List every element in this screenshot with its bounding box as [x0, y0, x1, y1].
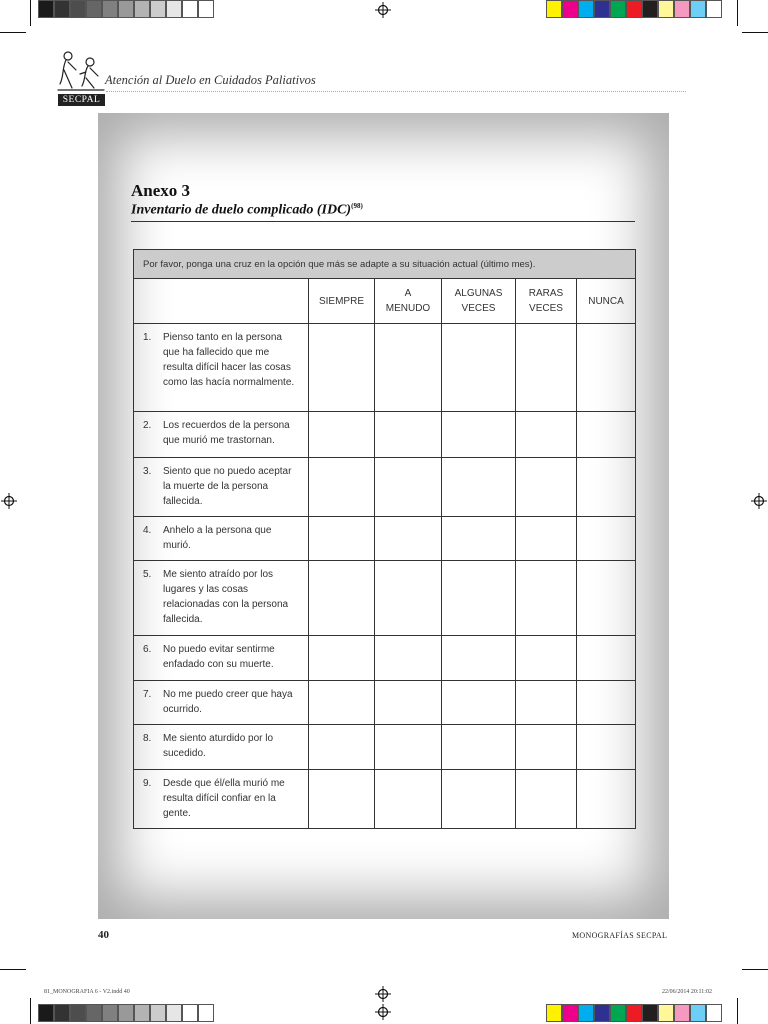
answer-checkbox-cell[interactable] — [309, 412, 375, 458]
figures-logo-icon — [56, 48, 106, 94]
publication-name: MONOGRAFÍAS SECPAL — [572, 931, 668, 940]
swatch — [150, 0, 166, 18]
answer-checkbox-cell[interactable] — [375, 561, 442, 636]
item-cell — [134, 412, 309, 458]
item-column-header — [134, 279, 309, 324]
annex-title: Anexo 3 — [131, 181, 191, 200]
swatch — [578, 1004, 594, 1022]
answer-checkbox-cell[interactable] — [516, 324, 577, 412]
answer-checkbox-cell[interactable] — [516, 517, 577, 561]
item-cell — [134, 324, 309, 412]
registration-mark-icon — [751, 493, 767, 509]
swatch — [198, 0, 214, 18]
registration-mark-icon — [375, 2, 391, 18]
item-cell — [134, 770, 309, 829]
column-header — [516, 279, 577, 324]
swatch — [38, 0, 54, 18]
swatch — [562, 1004, 578, 1022]
column-header — [577, 279, 636, 324]
answer-checkbox-cell[interactable] — [516, 770, 577, 829]
swatch — [86, 1004, 102, 1022]
swatch — [658, 1004, 674, 1022]
gray-scale-bar-top — [38, 0, 214, 18]
page-number: 40 — [98, 929, 109, 941]
swatch — [54, 1004, 70, 1022]
annex-reference: (98) — [351, 202, 363, 210]
swatch — [690, 0, 706, 18]
answer-checkbox-cell[interactable] — [442, 561, 516, 636]
swatch — [594, 0, 610, 18]
answer-checkbox-cell[interactable] — [375, 681, 442, 725]
answer-checkbox-cell[interactable] — [309, 681, 375, 725]
table-row — [134, 681, 636, 725]
swatch — [642, 1004, 658, 1022]
answer-checkbox-cell[interactable] — [442, 458, 516, 517]
crop-mark — [737, 0, 738, 26]
swatch — [182, 0, 198, 18]
item-cell — [134, 517, 309, 561]
answer-checkbox-cell[interactable] — [375, 770, 442, 829]
item-number: 2. — [143, 420, 152, 431]
swatch — [658, 0, 674, 18]
swatch — [70, 0, 86, 18]
table-row — [134, 561, 636, 636]
swatch — [706, 1004, 722, 1022]
crop-mark — [0, 969, 26, 970]
swatch — [38, 1004, 54, 1022]
swatch — [102, 0, 118, 18]
table-row — [134, 725, 636, 770]
answer-checkbox-cell[interactable] — [442, 770, 516, 829]
color-bar-bottom — [546, 1004, 722, 1022]
swatch — [626, 0, 642, 18]
answer-checkbox-cell[interactable] — [309, 517, 375, 561]
crop-mark — [30, 0, 31, 26]
item-number: 6. — [143, 644, 152, 655]
answer-checkbox-cell[interactable] — [309, 636, 375, 681]
table-row — [134, 770, 636, 829]
gray-scale-bar-bottom — [38, 1004, 214, 1022]
crop-mark — [742, 969, 768, 970]
crop-mark — [737, 998, 738, 1024]
item-number: 7. — [143, 689, 152, 700]
registration-mark-icon — [375, 1004, 391, 1020]
swatch — [674, 0, 690, 18]
swatch — [198, 1004, 214, 1022]
swatch — [102, 1004, 118, 1022]
column-header-line: VECES — [461, 303, 496, 314]
item-cell — [134, 636, 309, 681]
color-bar-top — [546, 0, 722, 18]
swatch — [166, 0, 182, 18]
answer-checkbox-cell[interactable] — [577, 725, 636, 770]
header-divider — [106, 91, 686, 92]
answer-checkbox-cell[interactable] — [577, 517, 636, 561]
swatch — [562, 0, 578, 18]
swatch — [166, 1004, 182, 1022]
swatch — [642, 0, 658, 18]
column-header-line: RARAS — [528, 288, 564, 299]
crop-mark — [30, 998, 31, 1024]
answer-checkbox-cell[interactable] — [577, 636, 636, 681]
answer-checkbox-cell[interactable] — [442, 636, 516, 681]
answer-checkbox-cell[interactable] — [577, 561, 636, 636]
table-row — [134, 517, 636, 561]
swatch — [54, 0, 70, 18]
table-row — [134, 324, 636, 412]
idc-table — [133, 249, 636, 829]
answer-checkbox-cell[interactable] — [442, 324, 516, 412]
answer-checkbox-cell[interactable] — [516, 412, 577, 458]
swatch — [690, 1004, 706, 1022]
column-header-line: VECES — [529, 303, 563, 314]
answer-checkbox-cell[interactable] — [577, 681, 636, 725]
swatch — [546, 1004, 562, 1022]
answer-checkbox-cell[interactable] — [309, 561, 375, 636]
answer-checkbox-cell[interactable] — [577, 412, 636, 458]
swatch — [118, 1004, 134, 1022]
table-row — [134, 458, 636, 517]
column-header-line: NUNCA — [588, 295, 624, 307]
item-cell — [134, 681, 309, 725]
item-text: Me siento aturdido por lo sucedido. — [163, 733, 274, 759]
swatch — [610, 1004, 626, 1022]
item-number: 8. — [143, 733, 152, 744]
swatch — [70, 1004, 86, 1022]
answer-checkbox-cell[interactable] — [577, 770, 636, 829]
answer-checkbox-cell[interactable] — [442, 412, 516, 458]
column-header-line: ALGUNAS — [454, 288, 503, 299]
column-header — [309, 279, 375, 324]
swatch — [626, 1004, 642, 1022]
answer-checkbox-cell[interactable] — [375, 458, 442, 517]
answer-checkbox-cell[interactable] — [516, 458, 577, 517]
registration-mark-icon — [1, 493, 17, 509]
column-header — [375, 279, 442, 324]
crop-mark — [742, 32, 768, 33]
table-row — [134, 412, 636, 458]
answer-checkbox-cell[interactable] — [577, 458, 636, 517]
item-text: Pienso tanto en la persona que ha fallecido que me resulta difícil hacer las cosas como las hacía normalmente. — [163, 332, 295, 388]
column-header-line: MENUDO — [385, 303, 431, 314]
annex-subtitle — [131, 202, 363, 219]
column-header-line: A — [404, 288, 412, 299]
item-number: 5. — [143, 569, 152, 580]
item-number: 3. — [143, 466, 152, 477]
swatch — [150, 1004, 166, 1022]
annex-subtitle-text: Inventario de duelo complicado (IDC) — [131, 202, 352, 218]
item-cell — [134, 458, 309, 517]
item-text: No puedo evitar sentirme enfadado con su muerte. — [163, 644, 275, 670]
answer-checkbox-cell[interactable] — [375, 725, 442, 770]
item-cell — [134, 725, 309, 770]
instruction-text: Por favor, ponga una cruz en la opción que más se adapte a su situación actual (último mes). — [134, 250, 636, 279]
answer-checkbox-cell[interactable] — [442, 681, 516, 725]
answer-checkbox-cell[interactable] — [442, 517, 516, 561]
header-row — [134, 279, 636, 324]
swatch — [134, 0, 150, 18]
answer-checkbox-cell[interactable] — [577, 324, 636, 412]
answer-checkbox-cell[interactable] — [516, 561, 577, 636]
item-text: Desde que él/ella murió me resulta difícil confiar en la gente. — [163, 778, 285, 819]
item-text: No me puedo creer que haya ocurrido. — [163, 689, 293, 715]
swatch — [182, 1004, 198, 1022]
item-text: Anhelo a la persona que murió. — [163, 525, 272, 551]
item-text: Siento que no puedo aceptar la muerte de la persona fallecida. — [163, 466, 292, 507]
item-text: Me siento atraído por los lugares y las cosas relacionadas con la persona fallecida. — [163, 569, 289, 625]
item-number: 1. — [143, 332, 152, 343]
item-text: Los recuerdos de la persona que murió me trastornan. — [163, 420, 290, 446]
answer-checkbox-cell[interactable] — [516, 681, 577, 725]
item-number: 9. — [143, 778, 152, 789]
column-header — [442, 279, 516, 324]
answer-checkbox-cell[interactable] — [516, 636, 577, 681]
answer-checkbox-cell[interactable] — [442, 725, 516, 770]
header-title: Atención al Duelo en Cuidados Paliativos — [105, 73, 316, 87]
secpal-label: SECPAL — [58, 94, 105, 106]
item-number: 4. — [143, 525, 152, 536]
swatch — [610, 0, 626, 18]
title-rule — [131, 221, 635, 222]
swatch — [134, 1004, 150, 1022]
answer-checkbox-cell[interactable] — [375, 517, 442, 561]
answer-checkbox-cell[interactable] — [309, 324, 375, 412]
answer-checkbox-cell[interactable] — [309, 725, 375, 770]
registration-mark-icon — [375, 986, 391, 1002]
swatch — [578, 0, 594, 18]
answer-checkbox-cell[interactable] — [375, 636, 442, 681]
instruction-row — [134, 250, 636, 279]
answer-checkbox-cell[interactable] — [375, 412, 442, 458]
file-slug: 81_MONOGRAFIA 6 - V2.indd 40 — [44, 989, 130, 995]
crop-mark — [0, 32, 26, 33]
swatch — [594, 1004, 610, 1022]
date-slug: 22/06/2014 20:11:02 — [662, 989, 712, 995]
item-cell — [134, 561, 309, 636]
swatch — [674, 1004, 690, 1022]
answer-checkbox-cell[interactable] — [375, 324, 442, 412]
swatch — [706, 0, 722, 18]
column-header-line: SIEMPRE — [318, 295, 364, 307]
swatch — [118, 0, 134, 18]
swatch — [86, 0, 102, 18]
answer-checkbox-cell[interactable] — [309, 770, 375, 829]
answer-checkbox-cell[interactable] — [309, 458, 375, 517]
table-row — [134, 636, 636, 681]
swatch — [546, 0, 562, 18]
answer-checkbox-cell[interactable] — [516, 725, 577, 770]
